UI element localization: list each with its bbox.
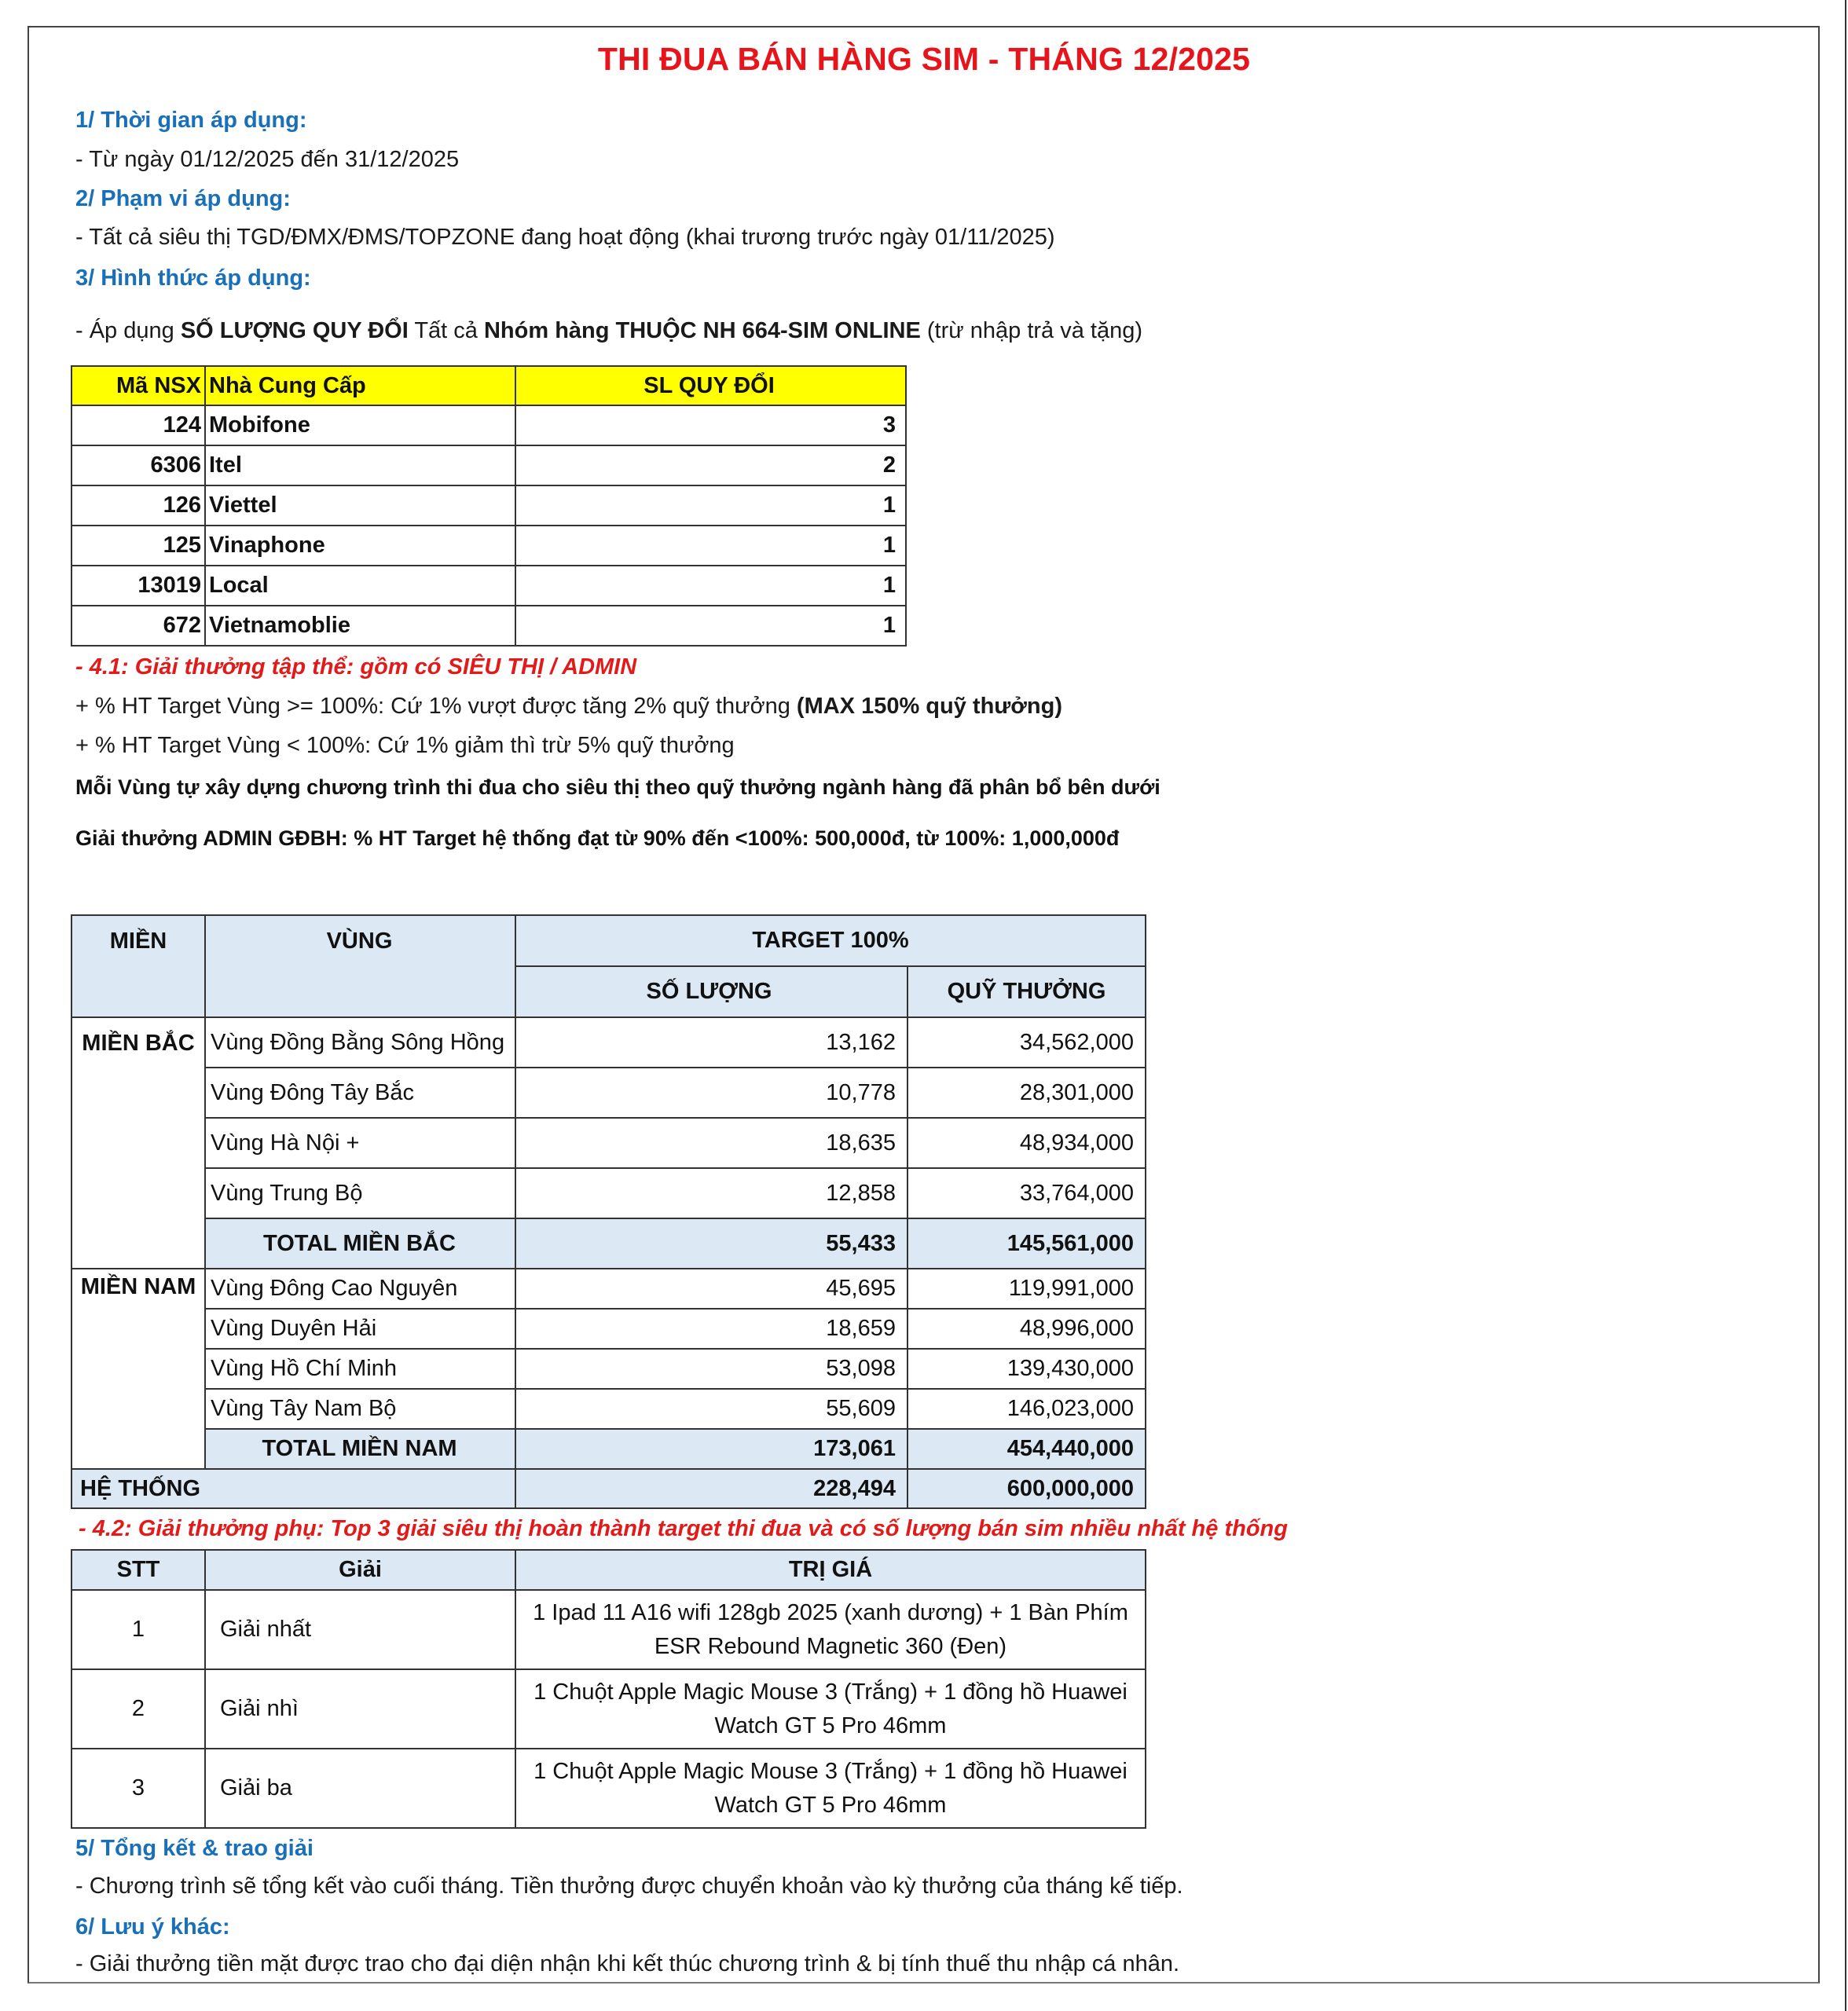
cell-stt: 2 (72, 1669, 205, 1749)
section41-line2: + % HT Target Vùng < 100%: Cứ 1% giảm thì trừ 5% quỹ thưởng (75, 733, 735, 758)
section3-text (75, 318, 1142, 344)
section41-heading: - 4.1: Giải thưởng tập thể: gồm có SIÊU THỊ / ADMIN (75, 654, 637, 679)
total-quy-thuong: 145,561,000 (908, 1218, 1146, 1269)
cell-giai: Giải nhất (205, 1590, 515, 1669)
system-label: HỆ THỐNG (72, 1469, 515, 1508)
section6-text: - Giải thưởng tiền mặt được trao cho đại diện nhận khi kết thúc chương trình & bị tính thuế thu nhập cá nhân. (75, 1951, 1180, 1976)
col-header-quy-thuong: QUỸ THƯỞNG (908, 966, 1146, 1017)
table-row (72, 1118, 1146, 1168)
page-edge-line (1845, 0, 1846, 2011)
section3-text-prefix: - Áp dụng (75, 318, 181, 343)
cell-so-luong: 18,635 (515, 1118, 908, 1168)
conversion-table-header (72, 366, 906, 405)
cell-supplier: Mobifone (205, 405, 515, 445)
cell-qty: 1 (515, 526, 906, 566)
cell-supplier: Viettel (205, 485, 515, 526)
table-row (72, 485, 906, 526)
table-row (72, 1349, 1146, 1389)
section2-text: - Tất cả siêu thị TGD/ĐMX/ĐMS/TOPZONE đang hoạt động (khai trương trước ngày 01/11/2025) (75, 225, 1055, 250)
col-header-stt: STT (72, 1550, 205, 1590)
col-header-so-luong: SỐ LƯỢNG (515, 966, 908, 1017)
col-header-code: Mã NSX (72, 366, 205, 405)
system-quy-thuong: 600,000,000 (908, 1469, 1146, 1508)
cell-stt: 1 (72, 1590, 205, 1669)
table-row (72, 1309, 1146, 1349)
cell-quy-thuong: 48,934,000 (908, 1118, 1146, 1168)
total-quy-thuong: 454,440,000 (908, 1429, 1146, 1469)
system-total-row (72, 1469, 1146, 1508)
cell-tri-gia: 1 Chuột Apple Magic Mouse 3 (Trắng) + 1 đồng hồ Huawei Watch GT 5 Pro 46mm (515, 1669, 1146, 1749)
cell-quy-thuong: 146,023,000 (908, 1389, 1146, 1429)
col-header-supplier: Nhà Cung Cấp (205, 366, 515, 405)
section1-text: - Từ ngày 01/12/2025 đến 31/12/2025 (75, 147, 460, 172)
prize-table (71, 1549, 1146, 1829)
table-row (72, 1749, 1146, 1828)
cell-code: 13019 (72, 566, 205, 606)
total-label: TOTAL MIỀN NAM (205, 1429, 515, 1469)
section41-line1 (75, 694, 1062, 720)
cell-qty: 3 (515, 405, 906, 445)
table-row (72, 445, 906, 485)
section1-heading: 1/ Thời gian áp dụng: (75, 108, 307, 133)
col-header-vung: VÙNG (205, 915, 515, 1017)
cell-vung: Vùng Trung Bộ (205, 1168, 515, 1218)
table-row (72, 1389, 1146, 1429)
cell-quy-thuong: 119,991,000 (908, 1269, 1146, 1309)
cell-code: 125 (72, 526, 205, 566)
cell-giai: Giải nhì (205, 1669, 515, 1749)
cell-stt: 3 (72, 1749, 205, 1828)
section3-text-mid: Tất cả (408, 318, 484, 343)
cell-so-luong: 18,659 (515, 1309, 908, 1349)
total-so-luong: 55,433 (515, 1218, 908, 1269)
table-row (72, 1168, 1146, 1218)
cell-giai: Giải ba (205, 1749, 515, 1828)
cell-vung: Vùng Hồ Chí Minh (205, 1349, 515, 1389)
section41-line3: Mỗi Vùng tự xây dựng chương trình thi đua cho siêu thị theo quỹ thưởng ngành hàng đã phân bổ bên dưới (75, 775, 1160, 799)
section41-line1-text: + % HT Target Vùng >= 100%: Cứ 1% vượt được tăng 2% quỹ thưởng (75, 694, 797, 719)
prize-table-header (72, 1550, 1146, 1590)
cell-so-luong: 53,098 (515, 1349, 908, 1389)
cell-supplier: Local (205, 566, 515, 606)
cell-so-luong: 10,778 (515, 1068, 908, 1118)
cell-code: 126 (72, 485, 205, 526)
col-header-target: TARGET 100% (515, 915, 1146, 966)
col-header-tri-gia: TRỊ GIÁ (515, 1550, 1146, 1590)
cell-so-luong: 12,858 (515, 1168, 908, 1218)
total-so-luong: 173,061 (515, 1429, 908, 1469)
cell-qty: 1 (515, 485, 906, 526)
region-label-mien-nam: MIỀN NAM (72, 1269, 205, 1469)
target-table (71, 914, 1146, 1509)
section3-bold-qty: SỐ LƯỢNG QUY ĐỔI (180, 318, 409, 343)
table-row (72, 1017, 1146, 1068)
table-row (72, 1068, 1146, 1118)
cell-supplier: Vietnamoblie (205, 606, 515, 646)
region-label-mien-bac: MIỀN BẮC (72, 1017, 205, 1269)
section5-heading: 5/ Tổng kết & trao giải (75, 1836, 314, 1861)
cell-vung: Vùng Hà Nội + (205, 1118, 515, 1168)
table-row (72, 1669, 1146, 1749)
section6-heading: 6/ Lưu ý khác: (75, 1914, 230, 1940)
cell-code: 124 (72, 405, 205, 445)
cell-quy-thuong: 34,562,000 (908, 1017, 1146, 1068)
cell-quy-thuong: 48,996,000 (908, 1309, 1146, 1349)
section5-text: - Chương trình sẽ tổng kết vào cuối tháng. Tiền thưởng được chuyển khoản vào kỳ thưởng của tháng kế tiếp. (75, 1874, 1183, 1899)
cell-so-luong: 45,695 (515, 1269, 908, 1309)
section41-line4: Giải thưởng ADMIN GĐBH: % HT Target hệ thống đạt từ 90% đến <100%: 500,000đ, từ 100%: 1,000,000đ (75, 826, 1120, 850)
cell-quy-thuong: 139,430,000 (908, 1349, 1146, 1389)
cell-qty: 1 (515, 606, 906, 646)
table-row (72, 606, 906, 646)
section3-text-suffix: (trừ nhập trả và tặng) (920, 318, 1142, 343)
cell-tri-gia: 1 Chuột Apple Magic Mouse 3 (Trắng) + 1 đồng hồ Huawei Watch GT 5 Pro 46mm (515, 1749, 1146, 1828)
cell-supplier: Vinaphone (205, 526, 515, 566)
table-row (72, 526, 906, 566)
cell-code: 6306 (72, 445, 205, 485)
total-row-mien-bac (72, 1218, 1146, 1269)
system-so-luong: 228,494 (515, 1469, 908, 1508)
page-title: THI ĐUA BÁN HÀNG SIM - THÁNG 12/2025 (597, 41, 1251, 77)
section3-heading: 3/ Hình thức áp dụng: (75, 266, 311, 291)
cell-so-luong: 13,162 (515, 1017, 908, 1068)
cell-so-luong: 55,609 (515, 1389, 908, 1429)
cell-vung: Vùng Duyên Hải (205, 1309, 515, 1349)
table-row (72, 566, 906, 606)
cell-vung: Vùng Đông Tây Bắc (205, 1068, 515, 1118)
section41-line1-bold: (MAX 150% quỹ thưởng) (796, 694, 1062, 719)
cell-code: 672 (72, 606, 205, 646)
cell-qty: 2 (515, 445, 906, 485)
cell-quy-thuong: 28,301,000 (908, 1068, 1146, 1118)
table-row (72, 1269, 1146, 1309)
target-header-row-1 (72, 915, 1146, 966)
table-row (72, 405, 906, 445)
total-row-mien-nam (72, 1429, 1146, 1469)
col-header-giai: Giải (205, 1550, 515, 1590)
cell-vung: Vùng Tây Nam Bộ (205, 1389, 515, 1429)
cell-qty: 1 (515, 566, 906, 606)
cell-vung: Vùng Đồng Bằng Sông Hồng (205, 1017, 515, 1068)
section2-heading: 2/ Phạm vi áp dụng: (75, 186, 291, 211)
col-header-mien: MIỀN (72, 915, 205, 1017)
cell-quy-thuong: 33,764,000 (908, 1168, 1146, 1218)
section3-bold-group: Nhóm hàng THUỘC NH 664-SIM ONLINE (483, 318, 921, 343)
conversion-table (71, 365, 907, 647)
col-header-qty: SL QUY ĐỔI (515, 366, 906, 405)
cell-vung: Vùng Đông Cao Nguyên (205, 1269, 515, 1309)
cell-supplier: Itel (205, 445, 515, 485)
cell-tri-gia: 1 Ipad 11 A16 wifi 128gb 2025 (xanh dương) + 1 Bàn Phím ESR Rebound Magnetic 360 (Đen) (515, 1590, 1146, 1669)
table-row (72, 1590, 1146, 1669)
total-label: TOTAL MIỀN BẮC (205, 1218, 515, 1269)
section42-heading: - 4.2: Giải thưởng phụ: Top 3 giải siêu thị hoàn thành target thi đua và có số lượng bán sim nhiều nhất hệ thống (79, 1516, 1288, 1541)
